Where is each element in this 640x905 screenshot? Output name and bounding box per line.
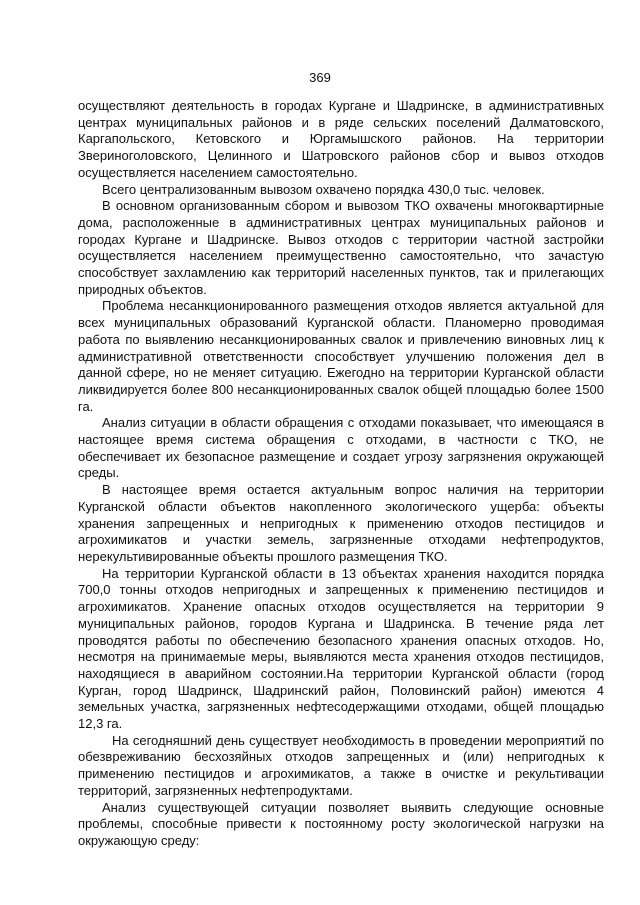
paragraph-accumulated-damage: В настоящее время остается актуальным вопрос наличия на территории Курганской области объектов накопленного экологического ущерба: объекты хранения запрещенных и непригодных к применению отходов пестицидов и агрохимикатов и участки земель, загрязненные отходами нефтепродуктов, нерекультивированные объекты прошлого размещения ТКО.: [78, 482, 604, 564]
paragraph-unauthorized-dumps: Проблема несанкционированного размещения отходов является актуальной для всех муниципальных образований Курганской области. Планомерно проводимая работа по выявлению несанкционированных свалок и привлечению виновных лиц к административной ответственности способствует улучшению положения дел в данной сфере, но не меняет ситуацию. Ежегодно на территории Курганской области ликвидируется более 800 несанкционированных свалок общей площадью более 1500 га.: [78, 298, 604, 414]
paragraph-main-problems: Анализ существующей ситуации позволяет выявить следующие основные проблемы, способные привести к постоянному росту экологической нагрузки на окружающую среду:: [78, 799, 604, 848]
paragraph-situation-analysis: Анализ ситуации в области обращения с отходами показывает, что имеющаяся в настоящее время система обращения с отходами, в частности с ТКО, не обеспечивает их безопасное размещение и создает угрозу загрязнения окружающей среды.: [78, 415, 604, 481]
page-number: 369: [309, 70, 331, 85]
body-text: [78, 98, 604, 850]
paragraph-collection-continuation: осуществляют деятельность в городах Кургане и Шадринске, в административных центрах муниципальных районов и в ряде сельских поселений Далматовского, Каргапольского, Кетовского и Юргамышского районов. На территории Звериноголовского, Целинного и Шатровского районов сбор и вывоз отходов осуществляется населением самостоятельно.: [78, 98, 604, 180]
paragraph-necessity: На сегодняшний день существует необходимость в проведении мероприятий по обезвреживанию бесхозяйных отходов запрещенных и (или) непригодных к применению пестицидов и агрохимикатов, а также в очистке и рекультивации территорий, загрязненных нефтепродуктами.: [78, 732, 604, 798]
paragraph-organized-collection: В основном организованным сбором и вывозом ТКО охвачены многоквартирные дома, расположенные в административных центрах муниципальных районов и городах Кургане и Шадринске. Вывоз отходов с территории частной застройки осуществляется населением преимущественно самостоятельно, что зачастую способствует захламлению как территорий населенных пунктов, так и прилегающих природных объектов.: [78, 198, 604, 297]
paragraph-coverage: Всего централизованным вывозом охвачено порядка 430,0 тыс. человек.: [102, 181, 545, 197]
paragraph-pesticide-storage: На территории Курганской области в 13 объектах хранения находится порядка 700,0 тонны отходов непригодных и запрещенных к применению пестицидов и агрохимикатов. Хранение опасных отходов осуществляется на территории 9 муниципальных районов, городов Кургана и Шадринска. В течение ряда лет проводятся работы по обеспечению безопасного хранения опасных отходов. Но, несмотря на принимаемые меры, выявляются места хранения отходов пестицидов, находящиеся в аварийном состоянии.На территории Курганской области (город Курган, город Шадринск, Шадринский район, Половинский район) имеются 4 земельных участка, загрязненных нефтесодержащими отходами, общей площадью 12,3 га.: [78, 565, 604, 732]
